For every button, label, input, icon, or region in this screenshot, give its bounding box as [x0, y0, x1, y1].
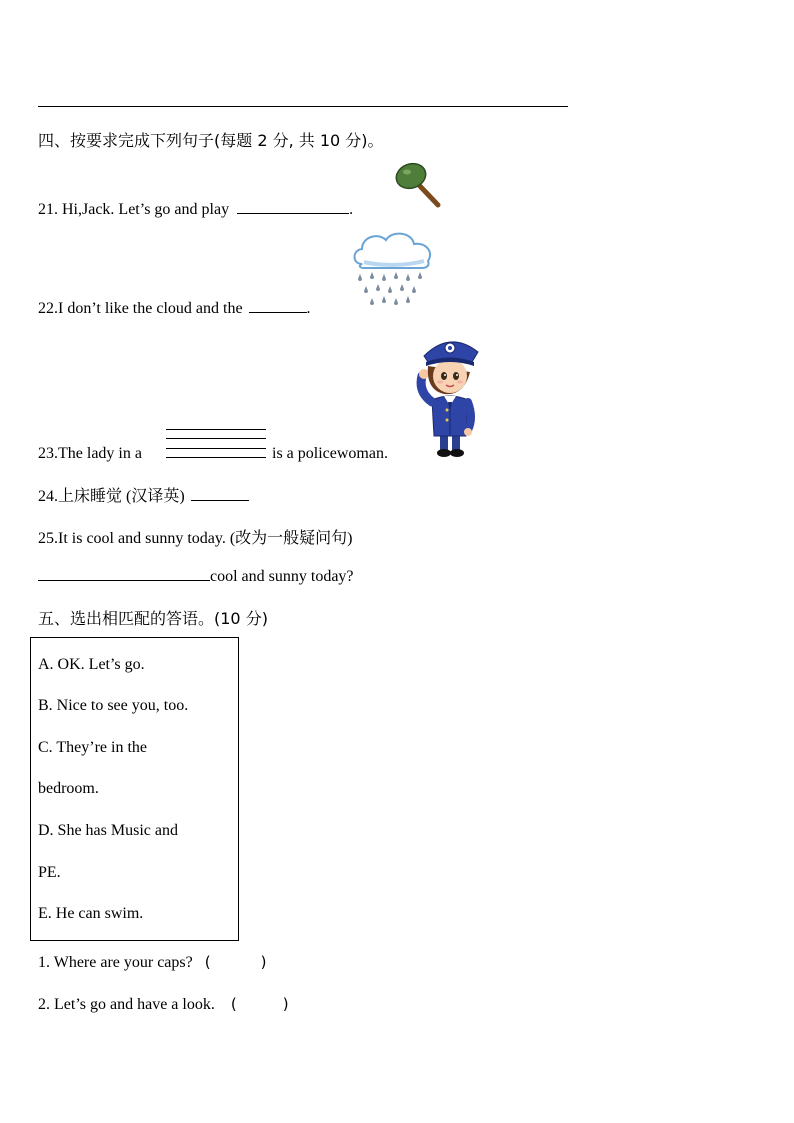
match-question-1	[38, 953, 266, 972]
question-22	[38, 298, 311, 318]
top-divider	[38, 106, 568, 107]
match-answer-2[interactable]: ( )	[230, 995, 289, 1013]
question-21-text: . Hi,Jack. Let’s go and play	[54, 201, 230, 218]
question-21	[38, 199, 353, 219]
question-25: 25.It is cool and sunny today. (改为一般疑问句)	[38, 530, 353, 547]
question-24	[38, 483, 249, 506]
section4-title: 四、按要求完成下列句子(每题 2 分, 共 10 分)。	[38, 131, 384, 150]
question-25-answer	[38, 566, 354, 586]
question-22-period: .	[306, 300, 311, 317]
match-question-2-text: 2. Let’s go and have a look.	[38, 996, 215, 1013]
question-25-answer-tail: cool and sunny today?	[210, 568, 354, 585]
option-c: C. They’re in the	[38, 739, 148, 756]
rain-cloud-icon	[350, 228, 436, 310]
question-22-text: 22.I don’t like the cloud and the	[38, 300, 243, 317]
option-d: D. She has Music and	[38, 822, 178, 839]
section5-title: 五、选出相匹配的答语。(10 分)	[38, 609, 268, 628]
match-question-2	[38, 995, 289, 1014]
answer-blank-21[interactable]	[237, 199, 349, 214]
question-23	[38, 445, 142, 463]
answer-blank-22[interactable]	[249, 298, 307, 313]
question-23-pre: 23.The lady in a	[38, 445, 142, 462]
question-21-number: 21	[38, 201, 54, 218]
answer-blank-24[interactable]	[191, 486, 249, 501]
option-b: B. Nice to see you, too.	[38, 697, 189, 714]
option-e: E. He can swim.	[38, 905, 144, 922]
match-answer-1[interactable]: ( )	[204, 953, 267, 971]
option-a: A. OK. Let’s go.	[38, 656, 145, 673]
ping-pong-paddle-icon	[394, 160, 444, 210]
policewoman-icon	[414, 332, 486, 460]
options-box	[30, 637, 239, 941]
match-question-1-text: 1. Where are your caps?	[38, 954, 193, 971]
answer-blank-25[interactable]	[38, 566, 210, 581]
question-21-period: .	[349, 201, 354, 218]
option-d-cont: PE.	[38, 864, 61, 881]
question-23-post: is a policewoman.	[272, 445, 388, 462]
answer-lines-23[interactable]	[166, 429, 266, 459]
question-24-text: 24.上床睡觉 (汉译英)	[38, 488, 185, 505]
option-c-cont: bedroom.	[38, 780, 99, 797]
